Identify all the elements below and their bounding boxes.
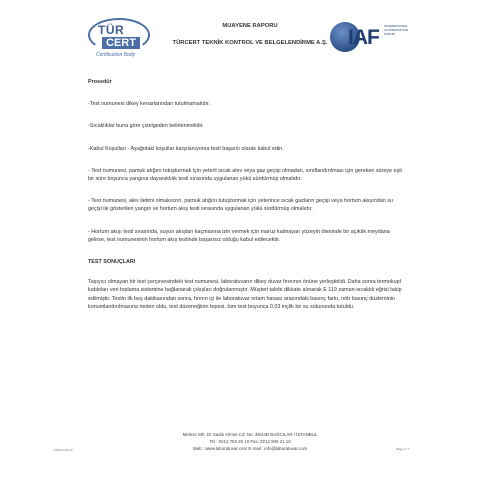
footer-address: Merkez Mh. Dr Sadık Ahmet Cd. No: 38/44D BAĞCILAR / İSTANBUL	[182, 432, 318, 437]
logo-brand: TÜR	[98, 23, 125, 37]
paragraph: -Test numunesi dikey kenarlarından tutulmamalıdır.	[88, 101, 210, 108]
results-paragraph: Taşıyıcı olmayan bir test çerçevesindeki test numunesi, laboratuvarın dikey duvar fırınının önüne yerleştirildi. Daha sonra termokupl kabloları veri toplama sistemine bağlanarak çıkışları doğrulanmıştır. Müşteri talebi dikkate alınarak E 119 zaman-sıcaklık eğrisi takip edilmiştir. Testin ilk beş dakikasından sonra, fırının içi ile laboratuvar ortam havası arasındaki basınç farkı, nötr basınç düzleminin konumlandırılmasına neden oldu, test düzeneğinin tepesi, tüm test boyunca 0,03 inçlik bir su sütununda tutuldu.	[88, 279, 402, 310]
footer-contact	[0, 432, 500, 452]
iaf-text: IAF	[348, 26, 379, 49]
page-number: Page 4 / 7	[396, 447, 410, 451]
footer-phone: Tel : 0212 702 20 10 Fax: 0212 909 21 10	[209, 438, 291, 444]
report-title: MUAYENE RAPORU	[222, 23, 278, 29]
section-title-results: TEST SONUÇLARI	[88, 259, 136, 266]
paragraph: - Test numunesi, alev iletimi olmaksızın, pamuk atığını tutuşturmak için yeterince sıcak gazların geçişi veya hortum akışından su geçişi ile gösterilen yangın ve hortum akış testi sırasında uygulanan yükü sürdürmüş olmalıdır.	[88, 198, 393, 213]
logo-subtitle: Certification Body	[96, 52, 136, 58]
iaf-logo	[330, 20, 420, 62]
logo-cert: CERT	[102, 37, 140, 49]
paragraph: - Hortum akışı testi sırasında, suyun akıştan kaçmasına izin vermek için maruz kalmayan yüzeyin ötesinde bir açıklık meydana gelirse, test numunesinin hortum akış testinde başarısız olduğu kabul edilecektir.	[88, 228, 390, 243]
company-name: TÜRCERT TEKNİK KONTROL VE BELGELENDİRME A.Ş.	[172, 40, 328, 46]
paragraph: - Test numunesi, pamuk atığını tutuşturmak için yeterli sıcak alev veya gaz geçişi olmadan, sınıflandırılması için gereken süreye eşit bir süre boyunca yangına dayanıklılık testi sırasında uygulanan yükü sürdürmüş olmalıdır.	[88, 167, 402, 183]
paragraph: -Kabul Koşulları - Aşağıdaki koşullar karşılanıyorsa testi başarılı olarak kabul edin.	[88, 145, 284, 152]
paragraph: -Sıcaklıklar buna göre çizelgeden belirlenmelidir.	[88, 123, 204, 130]
form-code: PRS-FO-08-10	[54, 448, 73, 452]
section-title-procedure: Prosedür	[88, 79, 112, 85]
footer-web: Web : www.laboratuvar.com E-mail : info@laboratuvar.com	[192, 445, 308, 451]
report-body	[88, 78, 408, 325]
iaf-subtitle: INTERNATIONAL ACCREDITATION FORUM	[384, 24, 409, 36]
